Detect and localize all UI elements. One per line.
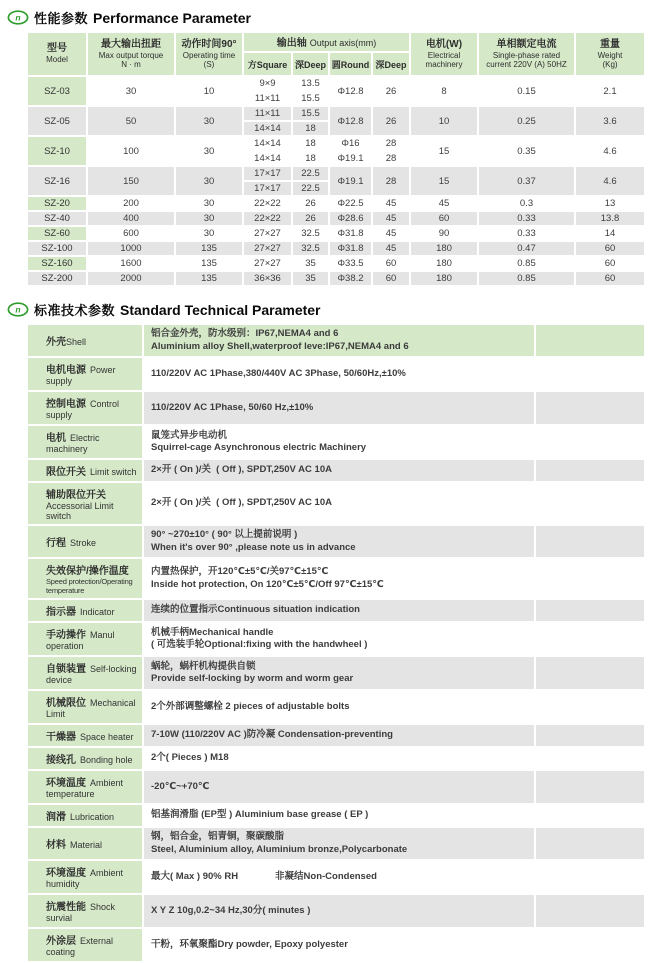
std-label: 指示器 Indicator <box>28 600 142 621</box>
perf-cell-current: 0.85 <box>479 257 574 270</box>
std-row-limit-switch <box>28 460 644 481</box>
std-spacer-cell <box>536 929 644 961</box>
perf-header-current: 单相额定电流 Single-phase rated current 220V (A) 50HZ <box>479 33 574 75</box>
perf-cell-time: 30 <box>176 107 242 135</box>
std-value: 鼠笼式异步电动机 Squirrel-cage Asynchronous electric Machinery <box>144 426 534 458</box>
perf-subheader-deep2: 深Deep <box>373 53 409 75</box>
std-row-manul-operation <box>28 623 644 655</box>
perf-cell-time: 30 <box>176 197 242 210</box>
perf-cell-deep1: 32.5 <box>293 242 328 255</box>
perf-row-sz-03 <box>28 77 644 105</box>
perf-cell-deep2: 26 <box>373 107 409 135</box>
std-value: 110/220V AC 1Phase,380/440V AC 3Phase, 50/60Hz,±10% <box>144 358 534 390</box>
perf-cell-torque: 600 <box>88 227 174 240</box>
std-value: X Y Z 10g,0.2~34 Hz,30分( minutes ) <box>144 895 534 927</box>
perf-row-sz-100 <box>28 242 644 255</box>
std-value: 最大( Max ) 90% RH 非凝结Non-Condensed <box>144 861 534 893</box>
std-spacer-cell <box>536 861 644 893</box>
perf-cell-time: 135 <box>176 272 242 285</box>
std-value: 2×开 ( On )/关 ( Off ), SPDT,250V AC 10A <box>144 483 534 524</box>
std-label: 手动操作 Manul operation <box>28 623 142 655</box>
brand-logo-icon <box>7 10 29 25</box>
perf-row-sz-160 <box>28 257 644 270</box>
perf-cell-current: 0.35 <box>479 137 574 165</box>
std-value: -20℃~+70℃ <box>144 771 534 803</box>
perf-cell-motor: 180 <box>411 242 477 255</box>
perf-cell-round: Φ31.8 <box>330 227 371 240</box>
std-spacer-cell <box>536 771 644 803</box>
std-label: 抗震性能 Shock survial <box>28 895 142 927</box>
perf-cell-deep1: 18 18 <box>293 137 328 165</box>
std-spacer-cell <box>536 426 644 458</box>
std-value: 内置热保护，开120℃±5℃/关97℃±15℃ Inside hot protection, On 120℃±5℃/Off 97℃±15℃ <box>144 559 534 598</box>
std-row-power-supply <box>28 358 644 390</box>
perf-cell-current: 0.33 <box>479 227 574 240</box>
perf-cell-motor: 180 <box>411 272 477 285</box>
perf-cell-motor: 8 <box>411 77 477 105</box>
perf-cell-model: SZ-60 <box>28 227 86 240</box>
std-value: 90° ~270±10° ( 90° 以上提前说明 ) When it's over 90° ,please note us in advance <box>144 526 534 557</box>
perf-cell-time: 135 <box>176 257 242 270</box>
std-label: 材料 Material <box>28 828 142 859</box>
perf-cell-square: 14×14 14×14 <box>244 137 291 165</box>
perf-cell-round: Φ22.5 <box>330 197 371 210</box>
section-title-zh: 性能参数 <box>34 11 89 26</box>
perf-cell-weight: 4.6 <box>576 167 644 195</box>
std-row-external-coating <box>28 929 644 961</box>
std-spacer-cell <box>536 325 644 356</box>
perf-cell-weight: 60 <box>576 272 644 285</box>
perf-cell-deep2: 28 <box>373 167 409 195</box>
std-value: 2个( Pieces ) M18 <box>144 748 534 769</box>
perf-cell-square: 22×22 <box>244 212 291 225</box>
std-value: 7-10W (110/220V AC )防冷凝 Condensation-preventing <box>144 725 534 746</box>
std-row-self-locking-device <box>28 657 644 689</box>
perf-cell-current: 0.15 <box>479 77 574 105</box>
perf-cell-torque: 2000 <box>88 272 174 285</box>
perf-cell-torque: 200 <box>88 197 174 210</box>
perf-cell-deep1: 22.5 22.5 <box>293 167 328 195</box>
std-label: 干燥器 Space heater <box>28 725 142 746</box>
std-row-ambient-humidity <box>28 861 644 893</box>
perf-cell-torque: 1600 <box>88 257 174 270</box>
std-label: 电机 Electric machinery <box>28 426 142 458</box>
std-spacer-cell <box>536 460 644 481</box>
perf-cell-deep2: 26 <box>373 77 409 105</box>
perf-cell-time: 30 <box>176 227 242 240</box>
perf-subheader-deep1: 深Deep <box>293 53 328 75</box>
perf-cell-motor: 180 <box>411 257 477 270</box>
perf-row-sz-200 <box>28 272 644 285</box>
perf-cell-deep2: 28 28 <box>373 137 409 165</box>
perf-cell-square: 36×36 <box>244 272 291 285</box>
perf-cell-deep1: 13.5 15.5 <box>293 77 328 105</box>
std-label: 辅助限位开关 Accessorial Limit switch <box>28 483 142 524</box>
std-row-stroke <box>28 526 644 557</box>
std-label: 外壳Shell <box>28 325 142 356</box>
std-spacer-cell <box>536 895 644 927</box>
std-row-lubrication <box>28 805 644 826</box>
perf-cell-torque: 150 <box>88 167 174 195</box>
std-row-mechanical-limit <box>28 691 644 723</box>
perf-row-sz-40 <box>28 212 644 225</box>
std-value: 110/220V AC 1Phase, 50/60 Hz,±10% <box>144 392 534 424</box>
perf-cell-model: SZ-16 <box>28 167 86 195</box>
perf-cell-time: 30 <box>176 137 242 165</box>
standard-technical-table <box>26 323 646 963</box>
perf-cell-deep1: 15.5 18 <box>293 107 328 135</box>
std-row-shell <box>28 325 644 356</box>
perf-cell-weight: 60 <box>576 257 644 270</box>
perf-header-axis: 输出轴 Output axis(mm) <box>244 33 409 51</box>
std-spacer-cell <box>536 828 644 859</box>
perf-cell-deep2: 45 <box>373 227 409 240</box>
std-row-control-supply <box>28 392 644 424</box>
perf-cell-time: 30 <box>176 212 242 225</box>
std-row-bonding-hole <box>28 748 644 769</box>
perf-cell-model: SZ-100 <box>28 242 86 255</box>
std-label: 润滑 Lubrication <box>28 805 142 826</box>
perf-cell-torque: 30 <box>88 77 174 105</box>
perf-cell-square: 22×22 <box>244 197 291 210</box>
perf-cell-torque: 400 <box>88 212 174 225</box>
std-label: 电机电源 Power supply <box>28 358 142 390</box>
perf-cell-current: 0.37 <box>479 167 574 195</box>
brand-logo-icon <box>7 302 29 317</box>
perf-cell-round: Φ31.8 <box>330 242 371 255</box>
perf-cell-torque: 100 <box>88 137 174 165</box>
perf-cell-square: 27×27 <box>244 242 291 255</box>
perf-cell-current: 0.33 <box>479 212 574 225</box>
perf-cell-round: Φ38.2 <box>330 272 371 285</box>
perf-cell-round: Φ12.8 <box>330 77 371 105</box>
perf-subheader-square: 方Square <box>244 53 291 75</box>
std-label: 失效保护/操作温度 Speed protection/Operating temperature <box>28 559 142 598</box>
perf-cell-weight: 14 <box>576 227 644 240</box>
perf-cell-current: 0.25 <box>479 107 574 135</box>
std-spacer-cell <box>536 600 644 621</box>
perf-cell-deep2: 45 <box>373 197 409 210</box>
perf-cell-square: 17×17 17×17 <box>244 167 291 195</box>
perf-row-sz-05 <box>28 107 644 135</box>
perf-row-sz-10 <box>28 137 644 165</box>
std-label: 自锁装置 Self-locking device <box>28 657 142 689</box>
std-spacer-cell <box>536 358 644 390</box>
perf-header-time: 动作时间90° Operating time (S) <box>176 33 242 75</box>
std-spacer-cell <box>536 559 644 598</box>
standard-section-title <box>7 300 650 319</box>
std-label: 外涂层 External coating <box>28 929 142 961</box>
perf-cell-deep1: 35 <box>293 272 328 285</box>
std-value: 钢，铝合金，铝青铜，聚碳酸脂 Steel, Aluminium alloy, Aluminium bronze,Polycarbonate <box>144 828 534 859</box>
std-value: 蜗轮，蜗杆机构提供自锁 Provide self-locking by worm and worm gear <box>144 657 534 689</box>
perf-cell-torque: 50 <box>88 107 174 135</box>
perf-row-sz-16 <box>28 167 644 195</box>
perf-cell-motor: 15 <box>411 167 477 195</box>
perf-cell-weight: 2.1 <box>576 77 644 105</box>
perf-cell-motor: 45 <box>411 197 477 210</box>
std-row-electric-machinery <box>28 426 644 458</box>
perf-cell-motor: 60 <box>411 212 477 225</box>
perf-subheader-round: 圆Round <box>330 53 371 75</box>
perf-header-torque: 最大输出扭距 Max output torque N · m <box>88 33 174 75</box>
perf-cell-deep2: 60 <box>373 272 409 285</box>
std-row-space-heater <box>28 725 644 746</box>
std-row-material <box>28 828 644 859</box>
perf-cell-time: 30 <box>176 167 242 195</box>
performance-table <box>26 31 646 287</box>
std-spacer-cell <box>536 623 644 655</box>
perf-cell-current: 0.85 <box>479 272 574 285</box>
std-row-shock-survial <box>28 895 644 927</box>
std-label: 环境湿度 Ambient humidity <box>28 861 142 893</box>
std-value: 铝合金外壳，防水级别：IP67,NEMA4 and 6 Aluminium alloy Shell,waterproof leve:IP67,NEMA4 and 6 <box>144 325 534 356</box>
std-label: 限位开关 Limit switch <box>28 460 142 481</box>
perf-cell-deep2: 45 <box>373 242 409 255</box>
perf-header-weight: 重量 Weight (Kg) <box>576 33 644 75</box>
perf-cell-round: Φ33.5 <box>330 257 371 270</box>
std-value: 机械手柄Mechanical handle ( 可选装手轮Optional:fixing with the handwheel ) <box>144 623 534 655</box>
std-label: 行程 Stroke <box>28 526 142 557</box>
perf-cell-round: Φ28.6 <box>330 212 371 225</box>
perf-cell-time: 135 <box>176 242 242 255</box>
perf-cell-round: Φ12.8 <box>330 107 371 135</box>
perf-cell-motor: 15 <box>411 137 477 165</box>
std-spacer-cell <box>536 805 644 826</box>
perf-header-model: 型号 Model <box>28 33 86 75</box>
section-title-zh: 标准技术参数 <box>34 303 116 318</box>
perf-cell-model: SZ-200 <box>28 272 86 285</box>
std-label: 机械限位 Mechanical Limit <box>28 691 142 723</box>
perf-header-row <box>28 33 644 51</box>
std-row-indicator <box>28 600 644 621</box>
perf-cell-deep2: 45 <box>373 212 409 225</box>
perf-cell-model: SZ-20 <box>28 197 86 210</box>
perf-cell-time: 10 <box>176 77 242 105</box>
perf-cell-motor: 90 <box>411 227 477 240</box>
perf-cell-weight: 13.8 <box>576 212 644 225</box>
std-spacer-cell <box>536 748 644 769</box>
perf-cell-square: 27×27 <box>244 257 291 270</box>
std-value: 2×开 ( On )/关 ( Off ), SPDT,250V AC 10A <box>144 460 534 481</box>
perf-cell-round: Φ19.1 <box>330 167 371 195</box>
perf-header-motor: 电机(W) Electrical machinery <box>411 33 477 75</box>
perf-cell-model: SZ-160 <box>28 257 86 270</box>
std-value: 连续的位置指示Continuous situation indication <box>144 600 534 621</box>
perf-cell-model: SZ-10 <box>28 137 86 165</box>
std-spacer-cell <box>536 657 644 689</box>
svg-text:n: n <box>15 304 21 315</box>
perf-cell-deep1: 26 <box>293 197 328 210</box>
std-row-ambient-temperature <box>28 771 644 803</box>
perf-cell-motor: 10 <box>411 107 477 135</box>
perf-cell-torque: 1000 <box>88 242 174 255</box>
perf-cell-square: 11×11 14×14 <box>244 107 291 135</box>
perf-cell-deep1: 26 <box>293 212 328 225</box>
perf-cell-current: 0.47 <box>479 242 574 255</box>
perf-cell-weight: 13 <box>576 197 644 210</box>
perf-cell-square: 27×27 <box>244 227 291 240</box>
section-title-en: Standard Technical Parameter <box>120 301 321 318</box>
std-label: 接线孔 Bonding hole <box>28 748 142 769</box>
perf-cell-deep1: 35 <box>293 257 328 270</box>
svg-text:n: n <box>15 12 21 23</box>
perf-cell-deep2: 60 <box>373 257 409 270</box>
std-value: 干粉，环氧聚酯Dry powder, Epoxy polyester <box>144 929 534 961</box>
perf-row-sz-60 <box>28 227 644 240</box>
std-row-accessorial-limit-switch <box>28 483 644 524</box>
std-label: 环境温度 Ambient temperature <box>28 771 142 803</box>
std-spacer-cell <box>536 392 644 424</box>
perf-cell-weight: 3.6 <box>576 107 644 135</box>
performance-section-title <box>7 8 650 27</box>
perf-cell-deep1: 32.5 <box>293 227 328 240</box>
std-label: 控制电源 Control supply <box>28 392 142 424</box>
section-title-en: Performance Parameter <box>93 9 251 26</box>
std-row-speed-protection-operating-temperature <box>28 559 644 598</box>
std-value: 铝基润滑脂 (EP型 ) Aluminium base grease ( EP ) <box>144 805 534 826</box>
perf-row-sz-20 <box>28 197 644 210</box>
perf-cell-weight: 4.6 <box>576 137 644 165</box>
std-value: 2个外部调整螺栓 2 pieces of adjustable bolts <box>144 691 534 723</box>
perf-cell-round: Φ16 Φ19.1 <box>330 137 371 165</box>
perf-cell-model: SZ-40 <box>28 212 86 225</box>
std-spacer-cell <box>536 483 644 524</box>
perf-cell-weight: 60 <box>576 242 644 255</box>
perf-cell-model: SZ-05 <box>28 107 86 135</box>
std-spacer-cell <box>536 725 644 746</box>
std-spacer-cell <box>536 526 644 557</box>
perf-cell-model: SZ-03 <box>28 77 86 105</box>
perf-cell-square: 9×9 11×11 <box>244 77 291 105</box>
perf-cell-current: 0.3 <box>479 197 574 210</box>
std-spacer-cell <box>536 691 644 723</box>
